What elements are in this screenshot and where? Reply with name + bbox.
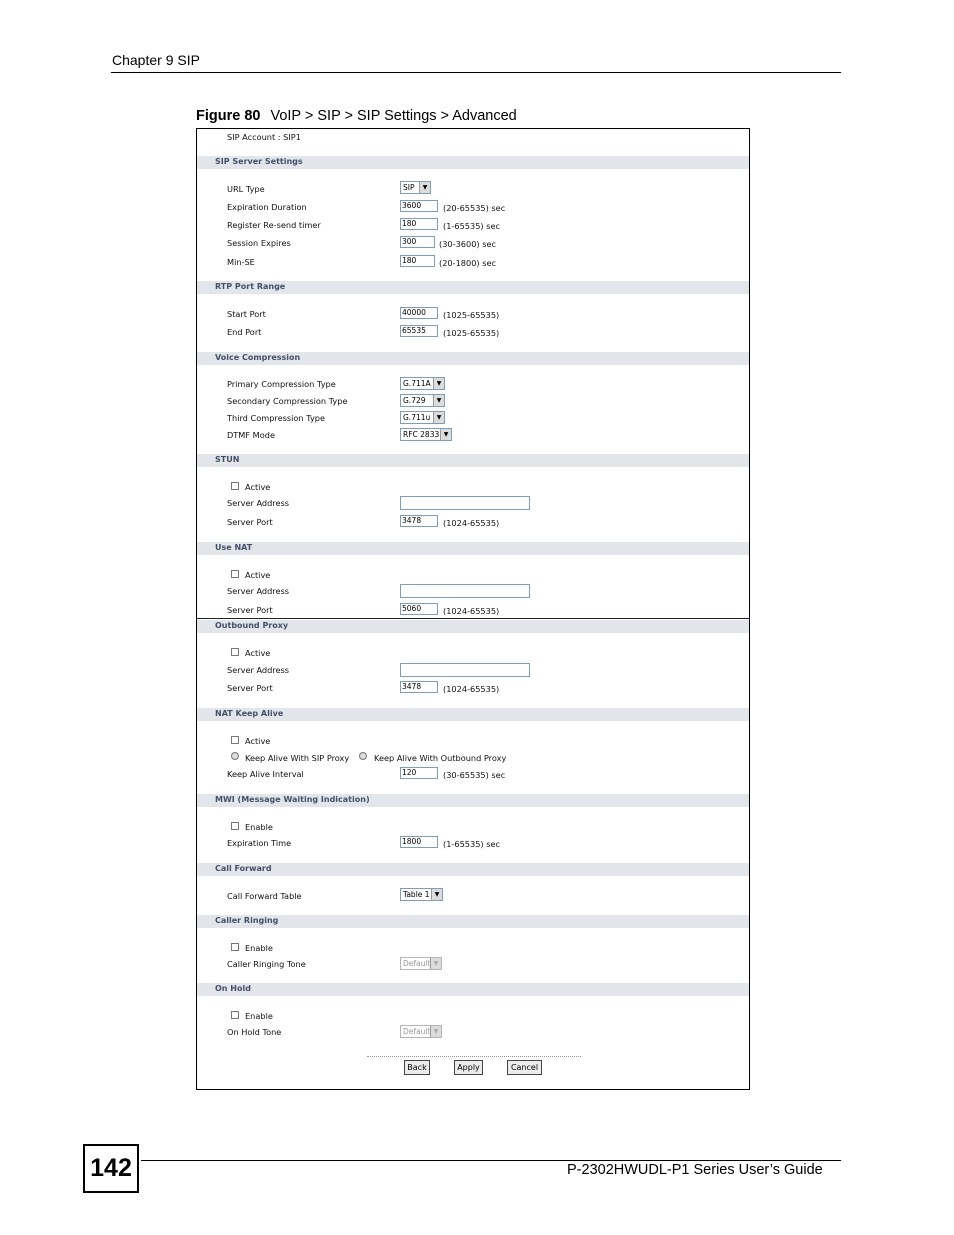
section-voice-compression [197, 352, 749, 365]
chevron-down-icon: ▼ [431, 889, 442, 900]
cancel-button[interactable]: Cancel [507, 1060, 542, 1075]
stun-server-address-label: Server Address [227, 498, 290, 508]
section-call-forward [197, 863, 749, 876]
section-heading: Caller Ringing [215, 916, 279, 925]
end-port-unit: (1025-65535) [443, 328, 500, 338]
nat-active-label: Active [245, 570, 271, 580]
register-resend-input[interactable]: 180 [400, 218, 438, 230]
section-stun [197, 454, 749, 467]
start-port-input[interactable]: 40000 [400, 307, 438, 319]
stun-server-address-input[interactable] [400, 496, 530, 510]
onhold-enable-label: Enable [245, 1011, 273, 1021]
mwi-enable-checkbox[interactable] [231, 822, 239, 830]
expiration-duration-unit: (20-65535) sec [443, 203, 506, 213]
proxy-server-address-label: Server Address [227, 665, 290, 675]
section-heading: On Hold [215, 984, 251, 993]
section-heading: Voice Compression [215, 353, 301, 362]
onhold-enable-checkbox[interactable] [231, 1011, 239, 1019]
section-outbound-proxy [197, 620, 749, 633]
caller-ringing-tone-select[interactable] [400, 957, 442, 970]
page-number: 142 [83, 1144, 139, 1193]
stun-active-label: Active [245, 482, 271, 492]
proxy-server-address-input[interactable] [400, 663, 530, 677]
select-value: RFC 2833 [403, 430, 440, 439]
section-heading: STUN [215, 455, 240, 464]
section-heading: NAT Keep Alive [215, 709, 284, 718]
stun-server-port-label: Server Port [227, 517, 273, 527]
keepalive-outbound-proxy-radio[interactable] [359, 752, 367, 760]
keepalive-active-checkbox[interactable] [231, 736, 239, 744]
keepalive-interval-label: Keep Alive Interval [227, 769, 304, 779]
chevron-down-icon: ▼ [440, 429, 451, 440]
section-caller-ringing [197, 915, 749, 928]
min-se-input[interactable]: 180 [400, 255, 435, 267]
end-port-label: End Port [227, 327, 262, 337]
section-mwi [197, 794, 749, 807]
dtmf-mode-label: DTMF Mode [227, 430, 275, 440]
session-expires-label: Session Expires [227, 238, 291, 248]
keepalive-sip-proxy-radio[interactable] [231, 752, 239, 760]
mwi-expiration-input[interactable]: 1800 [400, 836, 438, 848]
proxy-server-port-unit: (1024-65535) [443, 684, 500, 694]
ringing-enable-checkbox[interactable] [231, 943, 239, 951]
register-resend-label: Register Re-send timer [227, 220, 321, 230]
chapter-header: Chapter 9 SIP [112, 52, 200, 68]
on-hold-tone-select[interactable] [400, 1025, 442, 1038]
back-button[interactable]: Back [404, 1060, 430, 1075]
select-value: G.711A [403, 379, 431, 388]
expiration-duration-label: Expiration Duration [227, 202, 307, 212]
call-forward-table-label: Call Forward Table [227, 891, 302, 901]
stun-active-checkbox[interactable] [231, 482, 239, 490]
screenshot-frame [196, 128, 750, 1090]
primary-compression-select[interactable] [400, 377, 445, 390]
dtmf-mode-select[interactable] [400, 428, 452, 441]
section-rtp-port-range [197, 281, 749, 294]
select-value: G.729 [403, 396, 426, 405]
figure-title: VoIP > SIP > SIP Settings > Advanced [270, 108, 517, 124]
nat-server-address-label: Server Address [227, 586, 290, 596]
footer-rule [141, 1160, 841, 1161]
header-rule [111, 72, 841, 73]
chevron-down-icon: ▼ [430, 958, 441, 969]
section-heading: RTP Port Range [215, 282, 286, 291]
session-expires-input[interactable]: 300 [400, 236, 435, 248]
guide-title: P-2302HWUDL-P1 Series User’s Guide [567, 1162, 823, 1178]
mwi-enable-label: Enable [245, 822, 273, 832]
select-value: Default [403, 1027, 431, 1036]
section-heading: Use NAT [215, 543, 253, 552]
call-forward-table-select[interactable] [400, 888, 443, 901]
select-value: Table 1 [403, 890, 430, 899]
section-divider [197, 618, 749, 619]
third-compression-label: Third Compression Type [227, 413, 326, 423]
stun-server-port-input[interactable]: 3478 [400, 515, 438, 527]
section-on-hold [197, 983, 749, 996]
section-heading: Call Forward [215, 864, 272, 873]
start-port-label: Start Port [227, 309, 266, 319]
proxy-server-port-label: Server Port [227, 683, 273, 693]
chevron-down-icon: ▼ [430, 1026, 441, 1037]
ringing-enable-label: Enable [245, 943, 273, 953]
third-compression-select[interactable] [400, 411, 445, 424]
register-resend-unit: (1-65535) sec [443, 221, 501, 231]
chevron-down-icon: ▼ [433, 412, 444, 423]
section-sip-server [197, 156, 749, 169]
section-heading: Outbound Proxy [215, 621, 289, 630]
proxy-server-port-input[interactable]: 3478 [400, 681, 438, 693]
secondary-compression-label: Secondary Compression Type [227, 396, 348, 406]
keepalive-outbound-proxy-label: Keep Alive With Outbound Proxy [374, 753, 507, 763]
mwi-expiration-unit: (1-65535) sec [443, 839, 501, 849]
nat-server-port-label: Server Port [227, 605, 273, 615]
chevron-down-icon: ▼ [433, 378, 444, 389]
end-port-input[interactable]: 65535 [400, 325, 438, 337]
select-value: SIP [403, 183, 415, 192]
section-heading: SIP Server Settings [215, 157, 303, 166]
apply-button[interactable]: Apply [454, 1060, 483, 1075]
keepalive-interval-unit: (30-65535) sec [443, 770, 506, 780]
section-use-nat [197, 542, 749, 555]
figure-number: Figure 80 [196, 108, 261, 124]
primary-compression-label: Primary Compression Type [227, 379, 336, 389]
chevron-down-icon: ▼ [433, 395, 444, 406]
start-port-unit: (1025-65535) [443, 310, 500, 320]
url-type-label: URL Type [227, 184, 265, 194]
url-type-select[interactable] [400, 181, 431, 194]
min-se-label: Min-SE [227, 257, 255, 267]
keepalive-active-label: Active [245, 736, 271, 746]
nat-server-address-input[interactable] [400, 584, 530, 598]
nat-server-port-input[interactable]: 5060 [400, 603, 438, 615]
secondary-compression-select[interactable] [400, 394, 445, 407]
button-separator [367, 1056, 581, 1057]
keepalive-interval-input[interactable]: 120 [400, 767, 438, 779]
on-hold-tone-label: On Hold Tone [227, 1027, 282, 1037]
expiration-duration-input[interactable]: 3600 [400, 200, 438, 212]
nat-active-checkbox[interactable] [231, 570, 239, 578]
proxy-active-label: Active [245, 648, 271, 658]
select-value: G.711u [403, 413, 431, 422]
chevron-down-icon: ▼ [419, 182, 430, 193]
sip-account-label: SIP Account : SIP1 [227, 132, 301, 142]
stun-server-port-unit: (1024-65535) [443, 518, 500, 528]
proxy-active-checkbox[interactable] [231, 648, 239, 656]
figure-caption [196, 108, 517, 124]
min-se-unit: (20-1800) sec [439, 258, 497, 268]
select-value: Default [403, 959, 431, 968]
section-nat-keep-alive [197, 708, 749, 721]
nat-server-port-unit: (1024-65535) [443, 606, 500, 616]
section-heading: MWI (Message Waiting Indication) [215, 795, 370, 804]
session-expires-unit: (30-3600) sec [439, 239, 497, 249]
caller-ringing-tone-label: Caller Ringing Tone [227, 959, 306, 969]
mwi-expiration-label: Expiration Time [227, 838, 292, 848]
keepalive-sip-proxy-label: Keep Alive With SIP Proxy [245, 753, 350, 763]
